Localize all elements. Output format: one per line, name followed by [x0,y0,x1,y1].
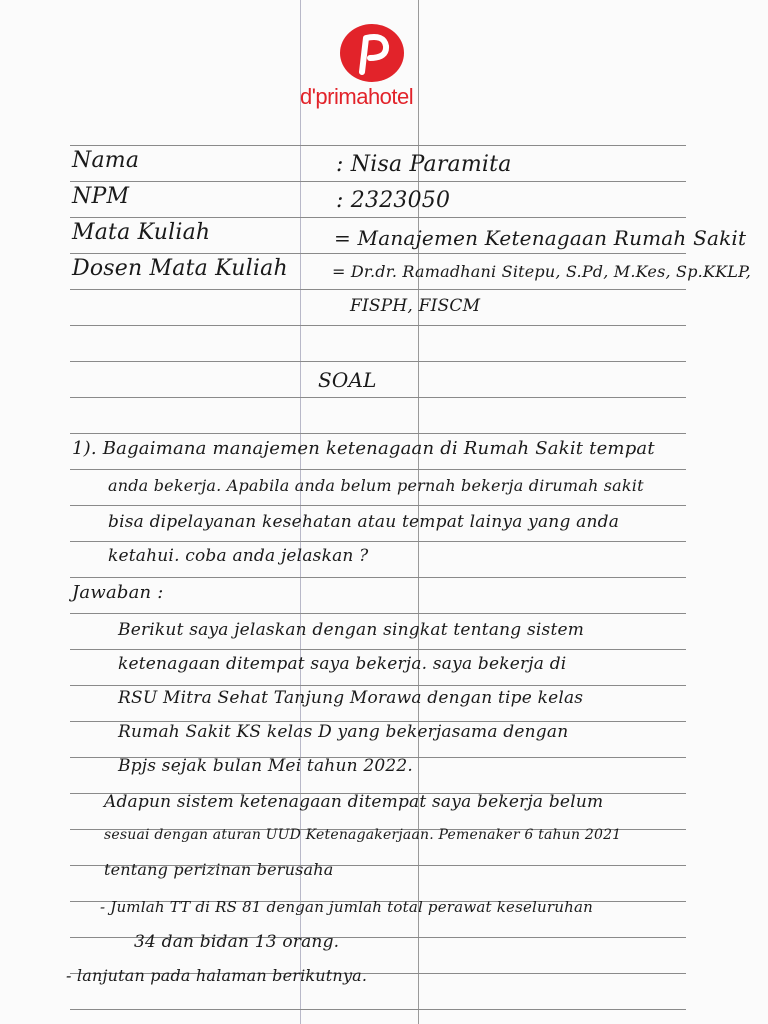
label-nama: Nama [72,148,140,173]
answer-line: RSU Mitra Sehat Tanjung Morawa dengan tipe kelas [118,688,584,708]
value-dosen-line-2: FISPH, FISCM [350,296,481,316]
answer-line: Bpjs sejak bulan Mei tahun 2022. [118,756,414,776]
question-line-1: 1). Bagaimana manajemen ketenagaan di Rumah Sakit tempat [72,438,655,459]
label-npm: NPM [72,184,130,209]
p-letter-logo-icon [340,24,404,82]
question-line-3: bisa dipelayanan kesehatan atau tempat lainya yang anda [108,512,620,532]
soal-title: SOAL [318,368,377,392]
value-nama: : Nisa Paramita [336,152,512,177]
question-line-4: ketahui. coba anda jelaskan ? [108,546,369,566]
label-mata-kuliah: Mata Kuliah [72,220,211,245]
value-dosen-line-1: = Dr.dr. Ramadhani Sitepu, S.Pd, M.Kes, Sp.KKLP, [332,262,752,281]
value-npm: : 2323050 [336,188,451,213]
answer-line: - Jumlah TT di RS 81 dengan jumlah total perawat keseluruhan [100,898,593,916]
hotel-brand-name: d'primahotel [300,84,414,109]
jawaban-label: Jawaban : [72,582,164,603]
question-line-2: anda bekerja. Apabila anda belum pernah bekerja dirumah sakit [108,476,644,495]
continued-note: - lanjutan pada halaman berikutnya. [66,966,368,985]
answer-line: 34 dan bidan 13 orang. [134,932,340,952]
answer-line: Adapun sistem ketenagaan ditempat saya bekerja belum [104,792,604,812]
value-mata-kuliah: = Manajemen Ketenagaan Rumah Sakit [334,226,747,250]
label-dosen-mata-kuliah: Dosen Mata Kuliah [72,256,288,281]
answer-line: Rumah Sakit KS kelas D yang bekerjasama dengan [118,722,569,742]
answer-line: tentang perizinan berusaha [104,860,334,879]
answer-line: Berikut saya jelaskan dengan singkat tentang sistem [118,620,585,640]
answer-line: sesuai dengan aturan UUD Ketenagakerjaan. Pemenaker 6 tahun 2021 [104,827,622,843]
answer-line: ketenagaan ditempat saya bekerja. saya bekerja di [118,654,567,674]
